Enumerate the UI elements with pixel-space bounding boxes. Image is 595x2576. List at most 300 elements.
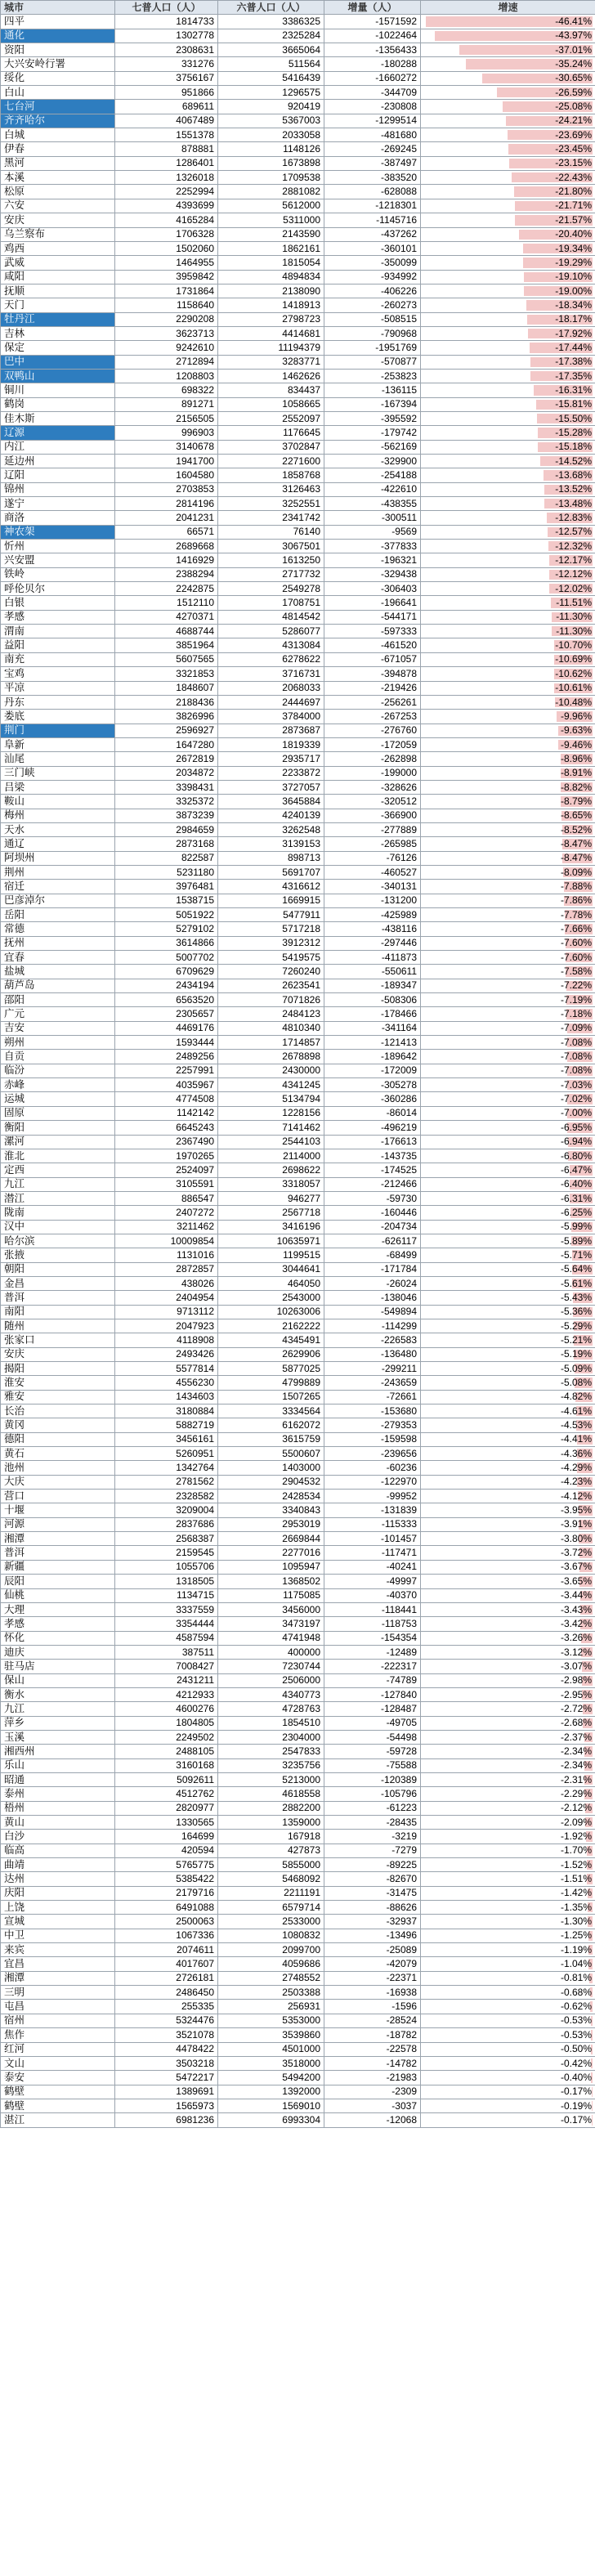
rate-cell (421, 1432, 595, 1446)
change-cell: -122970 (324, 1475, 421, 1489)
rate-cell (421, 865, 595, 879)
change-cell: -597333 (324, 625, 421, 638)
census6-cell: 3252551 (218, 497, 324, 511)
city-cell: 宣城 (1, 1915, 115, 1929)
city-cell: 黑河 (1, 156, 115, 170)
census6-cell: 2099700 (218, 1943, 324, 1957)
census6-cell: 1080832 (218, 1929, 324, 1942)
rate-cell (421, 142, 595, 156)
census7-cell: 4688744 (115, 625, 218, 638)
table-row (1, 114, 595, 128)
census7-cell: 3337559 (115, 1602, 218, 1616)
rate-cell (421, 922, 595, 936)
rate-value: -0.42% (560, 2057, 592, 2069)
change-cell: -253823 (324, 369, 421, 383)
rate-value: -25.08% (555, 101, 592, 113)
census7-cell: 2431211 (115, 1673, 218, 1687)
rate-value: -14.52% (555, 455, 592, 467)
rate-cell (421, 638, 595, 652)
rate-value: -12.17% (555, 554, 592, 567)
census6-cell: 946277 (218, 1191, 324, 1205)
rate-cell (421, 1787, 595, 1801)
change-cell: -189347 (324, 979, 421, 992)
table-row (1, 2014, 595, 2027)
census7-cell: 4587594 (115, 1631, 218, 1645)
rate-cell (421, 1631, 595, 1645)
census6-cell: 4059686 (218, 1957, 324, 1971)
city-cell: 达州 (1, 1872, 115, 1886)
rate-value: -7.02% (560, 1093, 592, 1105)
table-row (1, 142, 595, 156)
change-cell: -461520 (324, 638, 421, 652)
rate-value: -15.81% (555, 398, 592, 410)
rate-value: -3.91% (560, 1518, 592, 1530)
census6-cell: 3665064 (218, 43, 324, 57)
census6-cell: 4810340 (218, 1021, 324, 1035)
change-cell: -101457 (324, 1532, 421, 1546)
rate-value: -17.38% (555, 356, 592, 368)
table-row (1, 1532, 595, 1546)
change-cell: -49705 (324, 1716, 421, 1730)
census6-cell: 2629906 (218, 1347, 324, 1361)
city-cell: 鸡西 (1, 241, 115, 255)
rate-value: -13.68% (555, 469, 592, 482)
city-cell: 迪庆 (1, 1645, 115, 1659)
table-row (1, 965, 595, 979)
rate-value: -6.31% (560, 1192, 592, 1204)
rate-value: -2.31% (560, 1773, 592, 1785)
table-row (1, 1092, 595, 1106)
rate-value: -2.37% (560, 1731, 592, 1743)
change-cell: -153680 (324, 1404, 421, 1418)
table-row (1, 326, 595, 340)
census7-cell: 4118908 (115, 1333, 218, 1347)
change-cell: -254188 (324, 468, 421, 482)
census6-cell: 2503388 (218, 1986, 324, 2000)
rate-value: -0.19% (560, 2099, 592, 2112)
census7-cell: 10009854 (115, 1234, 218, 1248)
rate-value: -7.03% (560, 1078, 592, 1091)
census7-cell: 2493426 (115, 1347, 218, 1361)
table-row (1, 894, 595, 907)
census6-cell: 3262548 (218, 822, 324, 836)
table-row (1, 2071, 595, 2085)
table-row (1, 1758, 595, 1772)
table-row (1, 695, 595, 709)
rate-value: -9.63% (560, 724, 592, 737)
census7-cell: 4017607 (115, 1957, 218, 1971)
census6-cell: 10263006 (218, 1305, 324, 1319)
census7-cell: 2159545 (115, 1546, 218, 1560)
census7-cell: 6563520 (115, 993, 218, 1007)
census7-cell: 5765775 (115, 1858, 218, 1872)
census7-cell: 4067489 (115, 114, 218, 128)
table-row (1, 1305, 595, 1319)
census7-cell: 4212933 (115, 1687, 218, 1701)
rate-cell (421, 1532, 595, 1546)
rate-cell (421, 57, 595, 71)
census6-cell: 2341742 (218, 511, 324, 525)
census7-cell: 2712894 (115, 355, 218, 369)
rate-value: -5.99% (560, 1221, 592, 1233)
table-row (1, 979, 595, 992)
header-city: 城市 (1, 1, 115, 15)
change-cell: -60236 (324, 1461, 421, 1475)
rate-cell (421, 1673, 595, 1687)
census7-cell: 1342764 (115, 1461, 218, 1475)
census7-cell: 1134715 (115, 1588, 218, 1602)
census6-cell: 427873 (218, 1844, 324, 1857)
census7-cell: 4035967 (115, 1078, 218, 1092)
census6-cell: 3784000 (218, 710, 324, 724)
census7-cell: 7008427 (115, 1660, 218, 1673)
rate-cell (421, 1588, 595, 1602)
census6-cell: 2567718 (218, 1206, 324, 1220)
change-cell: -383520 (324, 171, 421, 185)
rate-cell (421, 1503, 595, 1517)
table-row (1, 993, 595, 1007)
rate-cell (421, 326, 595, 340)
city-cell: 湘潭 (1, 1532, 115, 1546)
table-row (1, 610, 595, 624)
table-row (1, 2113, 595, 2127)
rate-cell (421, 1007, 595, 1021)
table-row (1, 1376, 595, 1390)
rate-cell (421, 100, 595, 114)
table-row (1, 1447, 595, 1461)
rate-cell (421, 610, 595, 624)
census7-cell: 255335 (115, 2000, 218, 2014)
city-cell: 白沙 (1, 1830, 115, 1844)
table-row (1, 567, 595, 581)
change-cell: -159598 (324, 1432, 421, 1446)
rate-value: -21.80% (555, 186, 592, 198)
city-cell: 吉安 (1, 1021, 115, 1035)
change-cell: -114299 (324, 1319, 421, 1333)
city-cell: 黄石 (1, 1447, 115, 1461)
census7-cell: 2703853 (115, 482, 218, 496)
census6-cell: 3473197 (218, 1617, 324, 1631)
rate-cell (421, 880, 595, 894)
rate-cell (421, 1078, 595, 1092)
rate-value: -8.91% (560, 767, 592, 779)
rate-cell (421, 1177, 595, 1191)
city-cell: 荆州 (1, 865, 115, 879)
rate-value: -7.58% (560, 965, 592, 978)
change-cell: -61223 (324, 1801, 421, 1815)
census6-cell: 2506000 (218, 1673, 324, 1687)
city-cell: 三门峡 (1, 766, 115, 780)
rate-value: -12.02% (555, 582, 592, 594)
rate-cell (421, 199, 595, 213)
table-row (1, 724, 595, 737)
rate-value: -8.47% (560, 837, 592, 849)
census6-cell: 2233872 (218, 766, 324, 780)
change-cell: -1022464 (324, 29, 421, 43)
city-cell: 九江 (1, 1177, 115, 1191)
rate-cell (421, 908, 595, 922)
census6-cell: 3067501 (218, 540, 324, 553)
city-cell: 宿迁 (1, 880, 115, 894)
rate-cell (421, 951, 595, 965)
census7-cell: 2407272 (115, 1206, 218, 1220)
city-cell: 揭阳 (1, 1362, 115, 1376)
change-cell: -549894 (324, 1305, 421, 1319)
table-row (1, 1588, 595, 1602)
rate-value: -7.66% (560, 923, 592, 935)
change-cell: -136480 (324, 1347, 421, 1361)
census7-cell: 1604580 (115, 468, 218, 482)
census6-cell: 4340773 (218, 1687, 324, 1701)
rate-value: -2.12% (560, 1802, 592, 1814)
table-row (1, 1163, 595, 1177)
rate-value: -7.19% (560, 993, 592, 1006)
rate-cell (421, 894, 595, 907)
header-change: 增量（人） (324, 1, 421, 15)
census7-cell: 2367490 (115, 1135, 218, 1149)
change-cell: -32937 (324, 1915, 421, 1929)
rate-cell (421, 1418, 595, 1432)
change-cell: -1218301 (324, 199, 421, 213)
rate-cell (421, 1248, 595, 1262)
table-row (1, 2085, 595, 2099)
rate-value: -23.69% (555, 128, 592, 141)
census6-cell: 3334564 (218, 1404, 324, 1418)
city-cell: 怀化 (1, 1631, 115, 1645)
city-cell: 本溪 (1, 171, 115, 185)
city-cell: 临高 (1, 1844, 115, 1857)
census7-cell: 2781562 (115, 1475, 218, 1489)
city-cell: 武威 (1, 256, 115, 270)
census6-cell: 3456000 (218, 1602, 324, 1616)
rate-cell (421, 426, 595, 440)
table-row (1, 199, 595, 213)
census7-cell: 2820977 (115, 1801, 218, 1815)
change-cell: -127840 (324, 1687, 421, 1701)
change-cell: -411873 (324, 951, 421, 965)
census7-cell: 1731864 (115, 284, 218, 298)
change-cell: -305278 (324, 1078, 421, 1092)
rate-cell (421, 1376, 595, 1390)
census6-cell: 1095947 (218, 1560, 324, 1574)
census7-cell: 2568387 (115, 1532, 218, 1546)
rate-cell (421, 1447, 595, 1461)
census6-cell: 3912312 (218, 936, 324, 950)
census6-cell: 1669915 (218, 894, 324, 907)
census7-cell: 3456161 (115, 1432, 218, 1446)
change-cell: -508515 (324, 312, 421, 326)
change-cell: -299211 (324, 1362, 421, 1376)
table-row (1, 1291, 595, 1305)
census6-cell: 2552097 (218, 411, 324, 425)
rate-value: -5.29% (560, 1319, 592, 1332)
rate-value: -1.04% (560, 1958, 592, 1970)
census6-cell: 11194379 (218, 341, 324, 355)
rate-value: -0.17% (560, 2085, 592, 2098)
rate-cell (421, 227, 595, 241)
census6-cell: 2143590 (218, 227, 324, 241)
header-census6: 六普人口（人） (218, 1, 324, 15)
change-cell: -99952 (324, 1490, 421, 1503)
rate-value: -5.43% (560, 1291, 592, 1303)
city-cell: 松原 (1, 185, 115, 199)
rate-value: -6.94% (560, 1136, 592, 1148)
table-row (1, 29, 595, 43)
census6-cell: 2325284 (218, 29, 324, 43)
table-row (1, 922, 595, 936)
census7-cell: 66571 (115, 525, 218, 539)
rate-cell (421, 1149, 595, 1163)
city-cell: 红河 (1, 2042, 115, 2056)
census6-cell: 5500607 (218, 1447, 324, 1461)
change-cell: -131200 (324, 894, 421, 907)
rate-value: -5.89% (560, 1234, 592, 1247)
census6-cell: 1862161 (218, 241, 324, 255)
census6-cell: 2484123 (218, 1007, 324, 1021)
change-cell: -118753 (324, 1617, 421, 1631)
change-cell: -341164 (324, 1021, 421, 1035)
change-cell: -86014 (324, 1106, 421, 1120)
census7-cell: 3826996 (115, 710, 218, 724)
change-cell: -1571592 (324, 15, 421, 29)
rate-cell (421, 241, 595, 255)
table-row (1, 1390, 595, 1404)
census6-cell: 2033058 (218, 128, 324, 142)
census7-cell: 1941700 (115, 455, 218, 468)
census6-cell: 5367003 (218, 114, 324, 128)
table-row (1, 15, 595, 29)
rate-value: -2.29% (560, 1787, 592, 1799)
table-row (1, 1050, 595, 1064)
table-row (1, 1064, 595, 1077)
table-row (1, 86, 595, 100)
census6-cell: 2277016 (218, 1546, 324, 1560)
rate-cell (421, 1461, 595, 1475)
census7-cell: 1286401 (115, 156, 218, 170)
rate-value: -18.34% (555, 298, 592, 311)
rate-cell (421, 1163, 595, 1177)
rate-cell (421, 15, 595, 29)
change-cell: -21983 (324, 2071, 421, 2085)
city-cell: 驻马店 (1, 1660, 115, 1673)
table-row (1, 525, 595, 539)
change-cell: -460527 (324, 865, 421, 879)
census7-cell: 4556230 (115, 1376, 218, 1390)
census6-cell: 5612000 (218, 199, 324, 213)
rate-cell (421, 1064, 595, 1077)
rate-value: -10.70% (555, 639, 592, 652)
census6-cell: 5134794 (218, 1092, 324, 1106)
city-cell: 中卫 (1, 1929, 115, 1942)
census6-cell: 3518000 (218, 2056, 324, 2070)
rate-value: -1.42% (560, 1887, 592, 1899)
rate-cell (421, 1050, 595, 1064)
city-cell: 金昌 (1, 1276, 115, 1290)
rate-value: -1.92% (560, 1830, 592, 1843)
change-cell: -790968 (324, 326, 421, 340)
change-cell: -189642 (324, 1050, 421, 1064)
city-cell: 汉中 (1, 1220, 115, 1234)
rate-value: -3.26% (560, 1632, 592, 1644)
census6-cell: 4316612 (218, 880, 324, 894)
census7-cell: 1434603 (115, 1390, 218, 1404)
rate-value: -10.48% (555, 696, 592, 708)
rate-cell (421, 582, 595, 596)
table-row (1, 1702, 595, 1716)
table-row (1, 270, 595, 284)
rate-cell (421, 625, 595, 638)
table-row (1, 1915, 595, 1929)
table-row (1, 1801, 595, 1815)
census6-cell: 2533000 (218, 1915, 324, 1929)
change-cell: -1596 (324, 2000, 421, 2014)
rate-cell (421, 567, 595, 581)
city-cell: 自贡 (1, 1050, 115, 1064)
table-row (1, 57, 595, 71)
census7-cell: 1067336 (115, 1929, 218, 1942)
rate-value: -19.34% (555, 242, 592, 254)
table-row (1, 171, 595, 185)
city-cell: 葫芦岛 (1, 979, 115, 992)
rate-value: -5.09% (560, 1362, 592, 1374)
rate-cell (421, 71, 595, 85)
rate-cell (421, 1390, 595, 1404)
rate-cell (421, 2056, 595, 2070)
rate-value: -6.40% (560, 1178, 592, 1190)
city-cell: 运城 (1, 1092, 115, 1106)
table-row (1, 1844, 595, 1857)
city-cell: 伊春 (1, 142, 115, 156)
census7-cell: 420594 (115, 1844, 218, 1857)
census6-cell: 1403000 (218, 1461, 324, 1475)
change-cell: -136115 (324, 383, 421, 397)
rate-cell (421, 737, 595, 751)
city-cell: 衡阳 (1, 1121, 115, 1135)
city-cell: 张掖 (1, 1248, 115, 1262)
table-row (1, 822, 595, 836)
change-cell: -329900 (324, 455, 421, 468)
rate-cell (421, 1830, 595, 1844)
rate-cell (421, 822, 595, 836)
change-cell: -12489 (324, 1645, 421, 1659)
rate-value: -8.52% (560, 823, 592, 836)
change-cell: -626117 (324, 1234, 421, 1248)
city-cell: 锦州 (1, 482, 115, 496)
table-row (1, 1560, 595, 1574)
rate-value: -3.95% (560, 1504, 592, 1516)
change-cell: -196321 (324, 553, 421, 567)
census6-cell: 2304000 (218, 1730, 324, 1744)
table-row (1, 128, 595, 142)
table-row (1, 540, 595, 553)
census7-cell: 331276 (115, 57, 218, 71)
rate-cell (421, 724, 595, 737)
table-row (1, 355, 595, 369)
census6-cell: 4501000 (218, 2042, 324, 2056)
rate-cell (421, 1901, 595, 1915)
change-cell: -329438 (324, 567, 421, 581)
city-cell: 白银 (1, 596, 115, 610)
table-row (1, 1262, 595, 1276)
census6-cell: 5494200 (218, 2071, 324, 2085)
rate-cell (421, 1021, 595, 1035)
city-cell: 三明 (1, 1986, 115, 2000)
rate-value: -0.40% (560, 2071, 592, 2083)
census7-cell: 1502060 (115, 241, 218, 255)
rate-cell (421, 213, 595, 227)
rate-value: -9.46% (560, 738, 592, 750)
census6-cell: 3340843 (218, 1503, 324, 1517)
